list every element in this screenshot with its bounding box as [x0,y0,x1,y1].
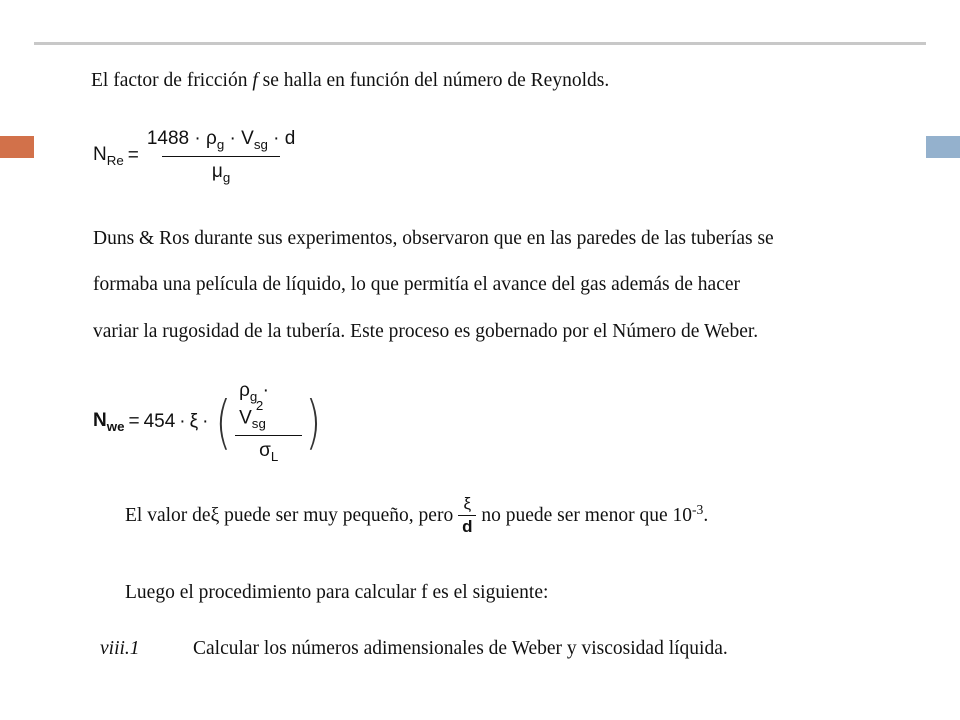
accent-bar-right [926,136,960,158]
weber-equation [93,380,325,464]
xi-text-start: El valor de [125,504,211,526]
weber-xi: ξ [189,410,199,432]
top-divider [34,42,926,45]
reynolds-lhs: $N_{Re}$ [93,144,124,169]
xi-over-d-fraction [458,494,476,537]
weber-fraction [235,380,302,464]
right-paren: ) [305,387,322,456]
weber-constant: 454 [143,410,176,432]
reynolds-numerator: $1488 \cdot \rho_g \cdot V_{sg} \cdot d$ [146,128,296,152]
duns-ros-line-3: variar la rugosidad de la tubería. Este proceso es gobernado por el Número de Weber. [93,321,759,342]
xi-text-middle: puede ser muy pequeño, pero [219,504,459,526]
reynolds-equation [93,128,299,185]
weber-dot-1: · [179,410,186,432]
xi-frac-den: d [458,515,476,537]
procedure-intro: Luego el procedimiento para calcular f es el siguiente: [125,582,549,603]
friction-variable: f [252,70,258,91]
reynolds-fraction [143,128,299,185]
weber-equals: = [128,410,140,432]
xi-text-end: no puede ser menor que 10 [476,504,692,526]
intro-text-end: se halla en función del número de Reynolds. [257,70,610,91]
weber-numerator: $\rho_g \cdot V_{sg}^2$ [239,380,269,431]
reynolds-equals: = [127,145,139,167]
accent-bar-left [0,136,34,158]
xi-exponent: -3 [692,501,704,517]
intro-text-start: El factor de fricción [91,70,253,91]
step-text: Calcular los números adimensionales de Weber y viscosidad líquida. [193,638,728,659]
weber-denominator: $\sigma_L$ [235,435,302,464]
xi-paragraph [125,494,708,537]
step-row [100,638,140,660]
left-paren: ( [215,387,232,456]
intro-paragraph [91,70,609,92]
xi-period: . [703,504,709,526]
step-number: viii.1 [100,638,140,659]
reynolds-denominator: $\mu_g$ [162,156,280,185]
duns-ros-line-2: formaba una película de líquido, lo que permitía el avance del gas además de hacer [93,274,741,295]
xi-symbol: ξ [210,504,220,526]
duns-ros-line-1: Duns & Ros durante sus experimentos, observaron que en las paredes de las tuberías se [93,228,774,249]
weber-dot-2: · [202,410,209,432]
weber-lhs: $N_{we}$ [93,409,125,434]
xi-frac-num: ξ [463,494,472,513]
